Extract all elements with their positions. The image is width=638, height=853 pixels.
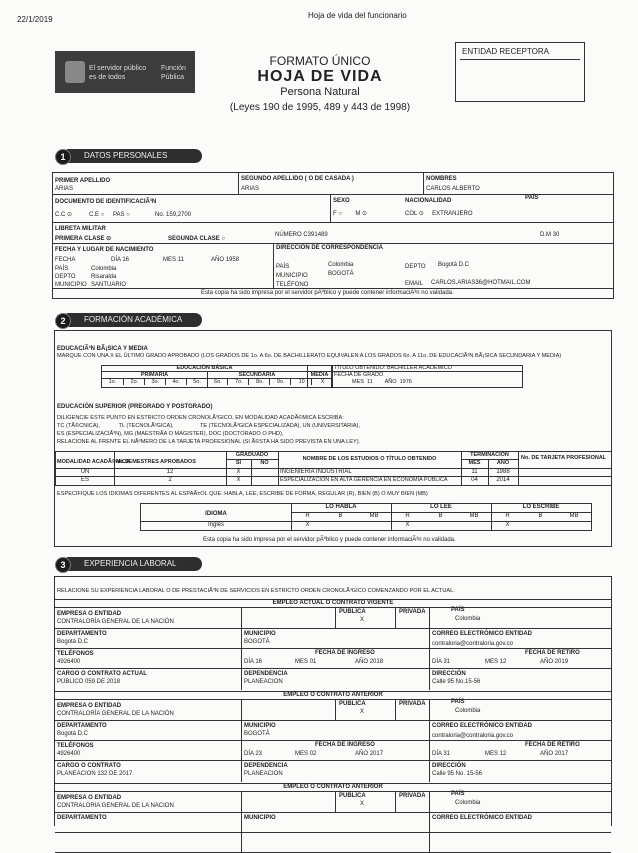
pais-label: PAÍS <box>451 607 465 613</box>
entity-label: ENTIDAD RECEPTORA <box>462 47 549 56</box>
ingreso-ano: AÑO 2018 <box>355 659 384 665</box>
empresa-value: CONTRALORÍA GENERAL DE LA NACIÓN <box>57 711 174 717</box>
grade-cell: 6o. <box>207 379 229 385</box>
empresa-value: CONTRALORÍA GENERAL DE LA NACIÓN <box>57 619 174 625</box>
municipio-label: MUNICIPIO <box>244 631 276 637</box>
retiro-dia: DÍA 31 <box>432 751 451 757</box>
departamento-label: DEPARTAMENTO <box>57 631 107 637</box>
publica-label: PÚBLICA <box>339 609 366 615</box>
correo-label: CORREO ELECTRÓNICO ENTIDAD <box>432 723 533 729</box>
cargo-value: PLANEACION 132 DE 2017 <box>57 771 133 777</box>
ingreso-mes: MES 01 <box>295 659 317 665</box>
correo-value: contraloria@contraloria.gov.co <box>432 733 514 739</box>
job-block <box>55 783 611 823</box>
publica-value: X <box>360 801 365 807</box>
logo: El servidor público es de todos Función Pública <box>55 51 195 93</box>
grade-cell: 2o. <box>123 379 145 385</box>
section-1-footer: Esta copia ha sido impresa por el servidor pÃºblico y puede contener informaciÃ³n no validada. <box>201 290 454 296</box>
entity-box <box>455 42 585 102</box>
experience-table: RELACIONE SU EXPERIENCIA LABORAL O DE PRESTACIÃ³N DE SERVICIOS EN ESTRICTO ORDEN CRONOLÃ³GICO COMENZANDO POR EL ACTUAL. EMPLEO ACTUAL O CONTRATO VIGENTE EMPRESA O ENTIDAD CONTRALORÍA GENERAL DE LA NACIÓN PÚBLICA X PRIVADA PAÍS Colombia DEPARTAMENTO Bogotá D.C MUNICIPIO BOGOTÁ CORREO ELECTRÓNICO ENTIDAD contraloria@contraloria.gov.co TELÉFONOS 4926400 FECHA DE INGRESO DÍA 16 MES 01 AÑO 2018 FECHA DE RETIRO DÍA 31 MES 12 AÑO 2019 CARGO O CONTRATO ACTUAL PUBLICO 059 DE 2018 DEPENDENCIA PLANEACION DIRECCIÓN Calle 95 No.15-56 EMPLEO O CONTRATO ANTERIOR EMPRESA O ENTIDAD CONTRALORÍA GENERAL DE LA NACIÓN PÚBLICA X PRIVADA PAÍS Colombia DEPARTAMENTO Bogotá D.C MUNICIPIO BOGOTÁ CORREO ELECTRÓNICO ENTIDAD contraloria@contraloria.gov.co TELÉFONOS 4926400 FECHA DE INGRESO DÍA 23 MES 02 AÑO 2017 FECHA DE RETIRO DÍA 31 MES 12 AÑO 2017 CARGO O CONTRATO PLANEACION 132 DE 2017 DEPENDENCIA PLANEACION DIRECCIÓN Calle 95 No. 15-56 EMPLEO O CONTRATO ANTERIOR EMPRESA O ENTIDAD CONTRALORIA GENERAL DE LA NACION PÚBLICA X PRIVADA PAÍS Colombia DEPARTAMENTO MUNICIPIO CORREO ELECTRÓNICO ENTIDAD <box>54 576 612 826</box>
privada-label: PRIVADA <box>399 793 426 799</box>
ingreso-label: FECHA DE INGRESO <box>315 650 375 656</box>
pais-value: Colombia <box>455 708 481 714</box>
higher-ed-table: MODALIDAD ACADÃ©MICA No.SEMESTRES APROBADOS GRADUADO SI NO NOMBRE DE LOS ESTUDIOS O TÍTULO OBTENIDO TERMINACIÓN MES AÑO No. DE TARJETA PROFESIONAL UN 12 X INGENIERIA INDUSTRIAL 11 1988 ES 2 X ESPECIALIZACION EN ALTA GERENCIA EN ECONOMIA PUBLICA 04 2014 <box>55 451 612 486</box>
municipio-value: BOGOTÁ <box>244 639 270 645</box>
section-3-number: 3 <box>55 557 71 573</box>
dependencia-value: PLANEACION <box>244 771 283 777</box>
grade-cell: 3o. <box>144 379 166 385</box>
grades-row <box>102 379 332 387</box>
grade-cell: 9o. <box>269 379 291 385</box>
header-line3: Persona Natural <box>280 86 360 98</box>
publica-label: PÚBLICA <box>339 793 366 799</box>
dependencia-label: DEPENDENCIA <box>244 763 288 769</box>
correo-label: CORREO ELECTRÓNICO ENTIDAD <box>432 631 533 637</box>
empresa-label: EMPRESA O ENTIDAD <box>57 703 122 709</box>
grade-cell: X <box>311 379 333 385</box>
header-line4: (Leyes 190 de 1995, 489 y 443 de 1998) <box>229 102 411 113</box>
section-2-header: FORMACIÓN ACADÉMICA <box>62 313 202 327</box>
privada-label: PRIVADA <box>399 701 426 707</box>
print-title: Hoja de vida del funcionario <box>308 11 407 20</box>
retiro-label: FECHA DE RETIRO <box>525 742 580 748</box>
municipio-label: MUNICIPIO <box>244 723 276 729</box>
section-1-header: DATOS PERSONALES <box>62 149 202 163</box>
grade-cell: 8o. <box>248 379 270 385</box>
pais-value: Colombia <box>455 616 481 622</box>
grades-table: EDUCACIÓN BÁSICA PRIMARIA SECUNDARIA MEDIA 1o. 2o. 3o. 4o. 5o. 6o. 7o. 8o. 9o. 10 X <box>101 365 333 388</box>
grade-cell: 4o. <box>165 379 187 385</box>
header-line2: HOJA DE VIDA <box>257 68 383 85</box>
empresa-label: EMPRESA O ENTIDAD <box>57 795 122 801</box>
publica-value: X <box>360 709 365 715</box>
cargo-label: CARGO O CONTRATO <box>57 763 121 769</box>
direccion-value: Calle 95 No.15-56 <box>432 679 481 685</box>
retiro-ano: AÑO 2017 <box>540 751 569 757</box>
telefonos-value: 4926400 <box>57 751 81 757</box>
edu-row-2-mod: ES <box>80 477 89 483</box>
empresa-value: CONTRALORIA GENERAL DE LA NACION <box>57 803 174 809</box>
ingreso-dia: DÍA 16 <box>244 659 263 665</box>
section-2-number: 2 <box>55 313 71 329</box>
retiro-ano: AÑO 2019 <box>540 659 569 665</box>
municipio-label: MUNICIPIO <box>244 815 276 821</box>
pais-label: PAÍS <box>451 699 465 705</box>
grade-cell: 7o. <box>227 379 249 385</box>
telefonos-label: TELÉFONOS <box>57 651 94 657</box>
header-line1: FORMATO ÚNICO <box>269 54 371 68</box>
dependencia-value: PLANEACION <box>244 679 283 685</box>
telefonos-value: 4926400 <box>57 659 81 665</box>
languages-table: IDIOMA LO HABLA LO LEE LO ESCRIBE R B MB R B MB R B MB Inglés X X X <box>140 503 592 531</box>
ingreso-dia: DÍA 23 <box>244 751 263 757</box>
academic-table: EDUCACIÃ³N BÃ¡SICA Y MEDIA MARQUE CON UNA X EL ÚLTIMO GRADO APROBADO (LOS GRADOS DE 1o. A 6o. DE BACHILLERATO EQUIVALEN A LOS GRADOS 6o. A 11o. DE EDUCACIÃ³N BÃ¡SICA SECUNDARIA Y MEDIA) EDUCACIÓN BÁSICA PRIMARIA SECUNDARIA MEDIA 1o. 2o. 3o. 4o. 5o. 6o. 7o. 8o. 9o. 10 X TÍTULO OBTENIDO: BACHILLER ACADEMICO FECHA DE GRADO MES 11 AÑO 1976 EDUCACIÓN SUPERIOR (PREGRADO Y POSTGRADO) DILIGENCIE ESTE PUNTO EN ESTRICTO ORDEN CRONOLÃ³GICO, EN MODALIDAD ACADÃ©MICA ESCRIBA: TC (TÃ©CNICA), TL (TECNOLÃ³GICA), TE (TECNOLÃ³GICA ESPECIALIZADA), UN (UNIVERSITARIA), ES (ESPECIALIZACIÃ³N), MG (MAESTRÃA O MAGISTER), DOC (DOCTORADO O PHD), RELACIONE AL FRENTE EL NÃºMERO DE LA TARJETA PROFESIONAL (SI Ã©STA HA SIDO PREVISTA EN UNA LEY). MODALIDAD ACADÃ©MICA No.SEMESTRES APROBADOS GRADUADO SI NO NOMBRE DE LOS ESTUDIOS O TÍTULO OBTENIDO TERMINACIÓN MES AÑO No. DE TARJETA PROFESIONAL UN 12 X INGENIERIA INDUSTRIAL 11 1988 ES 2 X ESPECIALIZACION EN ALTA GERENCIA EN ECONOMIA PUBLICA 04 2014 ESPECIFIQUE LOS IDIOMAS DIFERENTES AL ESPAÃ±OL QUE: HABLA, LEE, ESCRIBE DE FORMA, REGULAR (R), BIEN (B) O MUY BIEN (MB) IDIOMA LO HABLA LO LEE LO ESCRIBE R B MB R B MB R B MB Inglés X X X Esta copia ha sido impresa por el servidor pÃºblico y puede contener informaciÃ³n no validada. <box>54 330 612 547</box>
jobs-container <box>55 599 611 826</box>
ingreso-mes: MES 02 <box>295 751 317 757</box>
correo-label: CORREO ELECTRÓNICO ENTIDAD <box>432 815 533 821</box>
print-date: 22/1/2019 <box>17 15 53 24</box>
direccion-label: DIRECCIÓN <box>432 763 466 769</box>
empresa-label: EMPRESA O ENTIDAD <box>57 611 122 617</box>
job-block <box>55 599 611 691</box>
municipio-value: BOGOTÁ <box>244 731 270 737</box>
job-heading: EMPLEO O CONTRATO ANTERIOR <box>283 692 383 698</box>
direccion-value: Calle 95 No. 15-56 <box>432 771 483 777</box>
retiro-mes: MES 12 <box>485 751 507 757</box>
coat-of-arms-icon <box>65 61 85 83</box>
grade-cell: 5o. <box>186 379 208 385</box>
cargo-label: CARGO O CONTRATO ACTUAL <box>57 671 147 677</box>
job-block <box>55 691 611 783</box>
ingreso-label: FECHA DE INGRESO <box>315 742 375 748</box>
job-heading: EMPLEO ACTUAL O CONTRATO VIGENTE <box>272 600 394 606</box>
pais-label: PAÍS <box>451 791 465 797</box>
section-3-header: EXPERIENCIA LABORAL <box>62 557 202 571</box>
retiro-dia: DÍA 31 <box>432 659 451 665</box>
personal-data-table: PRIMER APELLIDO ARIAS SEGUNDO APELLIDO ( O DE CASADA ) ARIAS NOMBRES CARLOS ALBERTO DOCUMENTO DE IDENTIFICACIÃ³N C.C ⊙ C.E ○ PAS ○ No. 159,2700 SEXO F ○ M ⊙ NACIONALIDAD COL ⊙ EXTRANJERO PAÍS LIBRETA MILITAR PRIMERA CLASE ⊙ SEGUNDA CLASE ○ NÚMERO C391489 D.M 30 FECHA Y LUGAR DE NACIMIENTO FECHA DÍA 16 MES 11 AÑO 1958 PAÍS Colombia DEPTO Risaralda MUNICIPIO SANTUARIO DIRECCIÓN DE CORRESPONDENCIA PAÍS Colombia DEPTO Bogotá D.C MUNICIPIO BOGOTÁ TELÉFONO EMAIL CARLOS.ARIAS36@HOTMAIL.COM Esta copia ha sido impresa por el servidor pÃºblico y puede contener informaciÃ³n no validada. <box>52 172 614 299</box>
grade-cell: 10 <box>290 379 312 385</box>
departamento-label: DEPARTAMENTO <box>57 815 107 821</box>
departamento-value: Bogotá D.C <box>57 731 89 737</box>
publica-label: PÚBLICA <box>339 701 366 707</box>
ingreso-ano: AÑO 2017 <box>355 751 384 757</box>
departamento-value: Bogotá D.C <box>57 639 89 645</box>
pais-value: Colombia <box>455 800 481 806</box>
retiro-mes: MES 12 <box>485 659 507 665</box>
publica-value: X <box>360 617 365 623</box>
title-obtained-box: TÍTULO OBTENIDO: BACHILLER ACADEMICO FECHA DE GRADO MES 11 AÑO 1976 <box>331 365 523 388</box>
section-2-footer: Esta copia ha sido impresa por el servidor pÃºblico y puede contener informaciÃ³n no validada. <box>203 537 456 543</box>
section-1-number: 1 <box>55 149 71 165</box>
departamento-label: DEPARTAMENTO <box>57 723 107 729</box>
dependencia-label: DEPENDENCIA <box>244 671 288 677</box>
retiro-label: FECHA DE RETIRO <box>525 650 580 656</box>
edu-row-1-mod: UN <box>80 469 90 475</box>
job-heading: EMPLEO O CONTRATO ANTERIOR <box>283 784 383 790</box>
direccion-label: DIRECCIÓN <box>432 671 466 677</box>
correo-value: contraloria@contraloria.gov.co <box>432 641 514 647</box>
cargo-value: PUBLICO 059 DE 2018 <box>57 679 121 685</box>
telefonos-label: TELÉFONOS <box>57 743 94 749</box>
privada-label: PRIVADA <box>399 609 426 615</box>
grade-cell: 1o. <box>108 379 117 385</box>
